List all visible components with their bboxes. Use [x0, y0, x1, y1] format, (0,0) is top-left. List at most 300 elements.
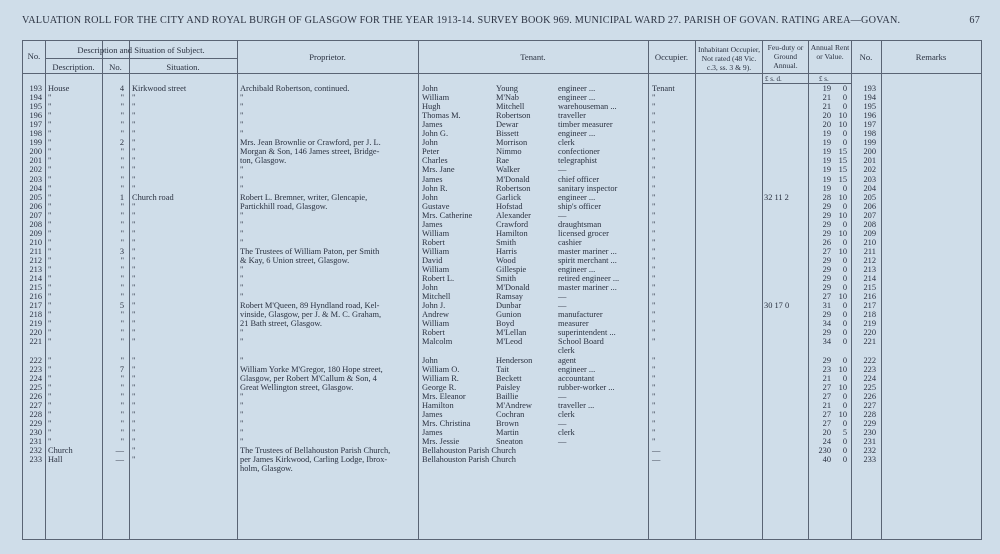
row-rent-pounds: 27 [822, 409, 831, 419]
row-proprietor: Mrs. Jean Brownlie or Crawford, per J. L. [240, 138, 381, 148]
row-tenant-surname: Boyd [496, 319, 515, 329]
row-tenant-surname: Sneaton [496, 436, 523, 446]
row-rent-shillings: 0 [842, 219, 847, 229]
row-number: " [120, 274, 124, 284]
row-number: " [120, 319, 124, 329]
row-occupier: Tenant [652, 84, 675, 93]
row-no-right: 227 [863, 400, 876, 410]
row-no-right: 228 [863, 409, 876, 419]
row-rent-shillings: 0 [842, 446, 847, 455]
row-rent-shillings: 10 [838, 364, 847, 374]
row-no: 225 [29, 382, 42, 392]
row-occupier: " [652, 391, 656, 401]
table-row [22, 283, 982, 292]
row-tenant-first: Mrs. Christina [422, 418, 471, 428]
row-no-right: 202 [863, 165, 876, 175]
row-description: " [48, 292, 52, 302]
row-proprietor: Robert M'Queen, 89 Hyndland road, Kel- [240, 301, 380, 311]
row-rent-shillings: 0 [842, 310, 847, 320]
row-tenant-surname: Henderson [496, 355, 533, 365]
table-row [22, 220, 982, 229]
table-row [22, 428, 982, 437]
row-occupation: engineer ... [558, 93, 596, 103]
row-occupation: clerk [558, 346, 575, 356]
row-proprietor: " [240, 283, 244, 293]
col-remarks: Remarks [915, 52, 947, 62]
row-number: " [120, 328, 124, 338]
row-number: " [120, 400, 124, 410]
row-number: " [120, 102, 124, 112]
row-description: " [48, 183, 52, 193]
row-number: " [120, 391, 124, 401]
row-situation: " [132, 446, 136, 455]
row-rent-pounds: 34 [822, 319, 831, 329]
row-no: 205 [29, 192, 42, 202]
row-occupation: — [558, 436, 567, 446]
table-row [22, 301, 982, 310]
row-occupier: " [652, 373, 656, 383]
row-tenant-surname: Ramsay [496, 292, 523, 302]
row-situation: " [132, 129, 136, 139]
row-no: 209 [29, 228, 42, 238]
row-situation: " [132, 418, 136, 428]
row-number: " [120, 201, 124, 211]
row-description: " [48, 201, 52, 211]
table-row [22, 401, 982, 410]
row-rent-shillings: 10 [838, 120, 847, 130]
row-rent-pounds: 29 [822, 201, 831, 211]
row-occupier: " [652, 337, 656, 347]
row-rent-pounds: 19 [822, 165, 831, 175]
table-row [22, 102, 982, 111]
row-situation: " [132, 382, 136, 392]
row-no: 216 [29, 292, 42, 302]
row-occupier: " [652, 192, 656, 202]
row-no-right: 210 [863, 237, 876, 247]
row-number: " [120, 165, 124, 175]
row-occupation: master mariner ... [558, 283, 617, 293]
row-number: " [120, 93, 124, 103]
row-rent-shillings: 0 [842, 237, 847, 247]
row-occupier: " [652, 93, 656, 103]
row-situation: " [132, 228, 136, 238]
row-occupier: " [652, 427, 656, 437]
row-rent-pounds: 29 [822, 265, 831, 274]
row-no-right: 207 [863, 210, 876, 220]
row-rent-pounds: 21 [822, 373, 831, 383]
row-situation: " [132, 201, 136, 211]
row-occupation: confectioner [558, 147, 600, 157]
row-no: 211 [29, 246, 42, 256]
table-row [22, 374, 982, 383]
row-occupier: " [652, 255, 656, 265]
row-occupation: warehouseman ... [558, 102, 617, 112]
row-occupation: manufacturer [558, 310, 603, 320]
row-occupier: " [652, 228, 656, 238]
row-tenant-surname: Nimmo [496, 147, 522, 157]
row-occupier: " [652, 328, 656, 338]
row-no-right: 215 [863, 283, 876, 293]
row-occupation: timber measurer [558, 120, 613, 130]
row-number: " [120, 183, 124, 193]
row-tenant-first: John G. [422, 129, 449, 139]
row-tenant-first: Bellahouston Parish Church [422, 446, 516, 455]
row-occupier: " [652, 246, 656, 256]
row-description: " [48, 129, 52, 139]
row-tenant-first: Mrs. Catherine [422, 210, 473, 220]
row-tenant-surname: Walker [496, 165, 520, 175]
row-proprietor: " [240, 391, 244, 401]
row-occupier: " [652, 355, 656, 365]
row-no-right: 231 [863, 436, 876, 446]
row-occupier: " [652, 129, 656, 139]
table-row [22, 111, 982, 120]
page-header [22, 15, 980, 29]
row-tenant-surname: Robertson [496, 183, 531, 193]
row-occupier: " [652, 301, 656, 311]
row-number: " [120, 436, 124, 446]
row-rent-shillings: 0 [842, 283, 847, 293]
row-no-right: 194 [863, 93, 876, 103]
row-tenant-first: Robert [422, 237, 445, 247]
row-no-right: 208 [863, 219, 876, 229]
row-description: " [48, 373, 52, 383]
row-feu-duty: 30 17 0 [764, 301, 790, 311]
row-situation: " [132, 373, 136, 383]
row-occupier: " [652, 174, 656, 184]
row-situation: " [132, 174, 136, 184]
row-proprietor: " [240, 337, 244, 347]
row-description: " [48, 174, 52, 184]
row-occupation: clerk [558, 427, 575, 437]
row-rent-shillings: 0 [842, 373, 847, 383]
row-no-right: 198 [863, 129, 876, 139]
row-tenant-surname: Smith [496, 274, 517, 284]
table-row [22, 93, 982, 102]
row-rent-shillings: 5 [842, 427, 847, 437]
row-description: " [48, 436, 52, 446]
row-description: " [48, 283, 52, 293]
row-no: 196 [29, 111, 42, 121]
row-rent-pounds: 19 [822, 183, 831, 193]
table-row [22, 365, 982, 374]
row-description: " [48, 400, 52, 410]
row-number: " [120, 255, 124, 265]
table-row [22, 120, 982, 129]
row-tenant-surname: Smith [496, 237, 517, 247]
row-no: 227 [29, 400, 42, 410]
row-proprietor: " [240, 219, 244, 229]
row-no: 208 [29, 219, 42, 229]
row-tenant-first: William [422, 265, 450, 274]
row-no-right: 213 [863, 265, 876, 274]
table-row [22, 256, 982, 265]
row-tenant-first: John [422, 138, 438, 148]
row-proprietor: " [240, 328, 244, 338]
row-tenant-first: William O. [422, 364, 460, 374]
row-rent-pounds: 21 [822, 400, 831, 410]
row-occupation: licensed grocer [558, 228, 609, 238]
row-occupier: " [652, 147, 656, 157]
row-occupation: — [558, 418, 567, 428]
row-description: Church [48, 446, 73, 455]
row-proprietor: William Yorke M'Gregor, 180 Hope street, [240, 364, 383, 374]
row-situation: " [132, 455, 136, 465]
row-no-right: 220 [863, 328, 876, 338]
row-description: Hall [48, 455, 63, 465]
row-no: 224 [29, 373, 42, 383]
row-rent-pounds: 19 [822, 174, 831, 184]
row-occupation: traveller ... [558, 400, 595, 410]
row-description: " [48, 427, 52, 437]
row-rent-shillings: 0 [842, 129, 847, 139]
row-no-right: 219 [863, 319, 876, 329]
row-rent-pounds: 20 [822, 120, 831, 130]
col-feu: Feu-duty or Ground Annual. [767, 43, 804, 70]
row-description: " [48, 192, 52, 202]
row-situation: " [132, 165, 136, 175]
row-no: 214 [29, 274, 42, 284]
row-number: " [120, 156, 124, 166]
row-no: 203 [29, 174, 42, 184]
row-tenant-surname: Bissett [496, 129, 519, 139]
table-row [22, 319, 982, 328]
row-proprietor: Archibald Robertson, continued. [240, 84, 350, 93]
row-situation: " [132, 391, 136, 401]
row-tenant-surname: Garlick [496, 192, 522, 202]
row-tenant-first: John R. [422, 183, 448, 193]
row-number: " [120, 120, 124, 130]
row-number: 2 [119, 138, 124, 148]
row-description: " [48, 409, 52, 419]
row-proprietor: " [240, 292, 244, 302]
row-rent-pounds: 27 [822, 246, 831, 256]
row-tenant-surname: Wood [496, 255, 516, 265]
row-situation: " [132, 210, 136, 220]
row-no-right: 197 [863, 120, 876, 130]
row-description: " [48, 210, 52, 220]
row-proprietor: " [240, 210, 244, 220]
row-situation: " [132, 156, 136, 166]
row-situation: " [132, 111, 136, 121]
row-proprietor: The Trustees of William Paton, per Smith [240, 246, 380, 256]
row-occupation: — [558, 210, 567, 220]
row-proprietor: 21 Bath street, Glasgow. [240, 319, 323, 329]
row-no-right: 229 [863, 418, 876, 428]
row-rent-pounds: 34 [822, 337, 831, 347]
row-rent-pounds: 21 [822, 93, 831, 103]
row-no-right: 225 [863, 382, 876, 392]
table-row [22, 84, 982, 93]
row-proprietor: " [240, 265, 244, 274]
row-no: 195 [29, 102, 42, 112]
row-tenant-surname: Brown [496, 418, 519, 428]
row-occupation: — [558, 301, 567, 311]
row-rent-pounds: 27 [822, 391, 831, 401]
row-description: " [48, 120, 52, 130]
row-tenant-first: Charles [422, 156, 448, 166]
row-occupation: agent [558, 355, 577, 365]
row-no-right: 221 [863, 337, 876, 347]
row-proprietor: " [240, 102, 244, 112]
row-no-right: 211 [863, 246, 876, 256]
row-tenant-surname: Alexander [496, 210, 531, 220]
row-no-right: 199 [863, 138, 876, 148]
row-rent-pounds: 27 [822, 418, 831, 428]
row-tenant-surname: Gillespie [496, 265, 527, 274]
row-situation: Church road [132, 192, 174, 202]
row-description: " [48, 301, 52, 311]
row-no-right: 200 [863, 147, 876, 157]
row-rent-shillings: 0 [842, 400, 847, 410]
row-situation: " [132, 265, 136, 274]
row-rent-shillings: 10 [838, 292, 847, 302]
row-occupier: " [652, 274, 656, 284]
row-description: " [48, 364, 52, 374]
row-number: " [120, 283, 124, 293]
row-proprietor: Partickhill road, Glasgow. [240, 201, 328, 211]
row-occupation: accountant [558, 373, 595, 383]
row-occupation: chief officer [558, 174, 599, 184]
row-description: " [48, 391, 52, 401]
row-occupation: draughtsman [558, 219, 602, 229]
row-number: 3 [119, 246, 124, 256]
table-row [22, 310, 982, 319]
row-rent-pounds: 29 [822, 328, 831, 338]
row-number: " [120, 228, 124, 238]
table-row [22, 337, 982, 346]
table-row [22, 455, 982, 464]
row-tenant-surname: Dewar [496, 120, 519, 130]
row-description: " [48, 319, 52, 329]
row-number: " [120, 219, 124, 229]
row-tenant-surname: Mitchell [496, 102, 525, 112]
table-row [22, 165, 982, 174]
row-occupier: " [652, 201, 656, 211]
row-situation: " [132, 219, 136, 229]
row-tenant-surname: Crawford [496, 219, 529, 229]
row-rent-pounds: 24 [822, 436, 831, 446]
table-row [22, 138, 982, 147]
row-proprietor: " [240, 409, 244, 419]
row-occupier: " [652, 138, 656, 148]
row-occupier: " [652, 319, 656, 329]
row-occupier: " [652, 409, 656, 419]
row-tenant-first: Mitchell [422, 292, 451, 302]
row-no: 201 [29, 156, 42, 166]
row-tenant-first: Gustave [422, 201, 450, 211]
table-row [22, 419, 982, 428]
row-tenant-first: William [422, 246, 450, 256]
row-no: 212 [29, 255, 42, 265]
row-tenant-surname: Tait [496, 364, 509, 374]
row-rent-pounds: 20 [822, 427, 831, 437]
table-row [22, 392, 982, 401]
row-rent-pounds: 29 [822, 310, 831, 320]
row-proprietor: " [240, 183, 244, 193]
row-rent-pounds: 29 [822, 355, 831, 365]
row-tenant-first: George R. [422, 382, 457, 392]
row-no: 194 [29, 93, 42, 103]
row-number: " [120, 427, 124, 437]
row-occupation: rubber-worker ... [558, 382, 615, 392]
row-no-right: 203 [863, 174, 876, 184]
row-description: " [48, 165, 52, 175]
row-rent-pounds: 29 [822, 274, 831, 284]
row-proprietor: " [240, 427, 244, 437]
row-description: " [48, 274, 52, 284]
row-no: 221 [29, 337, 42, 347]
row-situation: " [132, 328, 136, 338]
row-no-right: 209 [863, 228, 876, 238]
row-situation: Kirkwood street [132, 84, 187, 93]
row-number: 1 [119, 192, 124, 202]
row-no-right: 212 [863, 255, 876, 265]
col-occupier: Occupier. [654, 52, 689, 62]
row-situation: " [132, 138, 136, 148]
row-situation: " [132, 255, 136, 265]
col-description: Description. [52, 62, 95, 72]
table-row [22, 211, 982, 220]
row-tenant-first: David [422, 255, 443, 265]
row-number: " [120, 292, 124, 302]
row-tenant-first: Bellahouston Parish Church [422, 455, 516, 465]
row-no: 198 [29, 129, 42, 139]
feu-units: £ s. d. [765, 75, 782, 83]
row-situation: " [132, 310, 136, 320]
row-occupier: " [652, 120, 656, 130]
row-no: 217 [29, 301, 42, 311]
row-description: " [48, 93, 52, 103]
table-row [22, 193, 982, 202]
row-occupier: — [652, 455, 661, 465]
table-row [22, 156, 982, 165]
row-rent-shillings: 10 [838, 228, 847, 238]
row-tenant-surname: Cochran [496, 409, 525, 419]
row-occupier: " [652, 418, 656, 428]
table-row [22, 410, 982, 419]
row-number: " [120, 237, 124, 247]
row-proprietor: Great Wellington street, Glasgow. [240, 382, 354, 392]
row-description: " [48, 102, 52, 112]
row-tenant-first: Mrs. Jessie [422, 436, 460, 446]
row-number: " [120, 265, 124, 274]
row-number: " [120, 310, 124, 320]
row-tenant-surname: Robertson [496, 111, 531, 121]
row-situation: " [132, 292, 136, 302]
row-number: " [120, 174, 124, 184]
row-tenant-first: William [422, 228, 450, 238]
row-rent-shillings: 0 [842, 274, 847, 284]
row-tenant-surname: Rae [496, 156, 510, 166]
row-tenant-first: Thomas M. [422, 111, 461, 121]
row-rent-pounds: 27 [822, 292, 831, 302]
row-rent-pounds: 27 [822, 382, 831, 392]
row-rent-shillings: 15 [838, 147, 847, 157]
row-occupation: — [558, 391, 567, 401]
row-tenant-first: Hugh [422, 102, 441, 112]
row-rent-shillings: 0 [842, 391, 847, 401]
row-rent-shillings: 0 [842, 201, 847, 211]
row-situation: " [132, 436, 136, 446]
row-proprietor: " [240, 228, 244, 238]
row-no: 204 [29, 183, 42, 193]
row-occupier: — [652, 446, 661, 455]
row-proprietor: " [240, 237, 244, 247]
row-proprietor: " [240, 129, 244, 139]
row-rent-shillings: 0 [842, 93, 847, 103]
col-rent: Annual Rent or Value. [810, 43, 850, 61]
